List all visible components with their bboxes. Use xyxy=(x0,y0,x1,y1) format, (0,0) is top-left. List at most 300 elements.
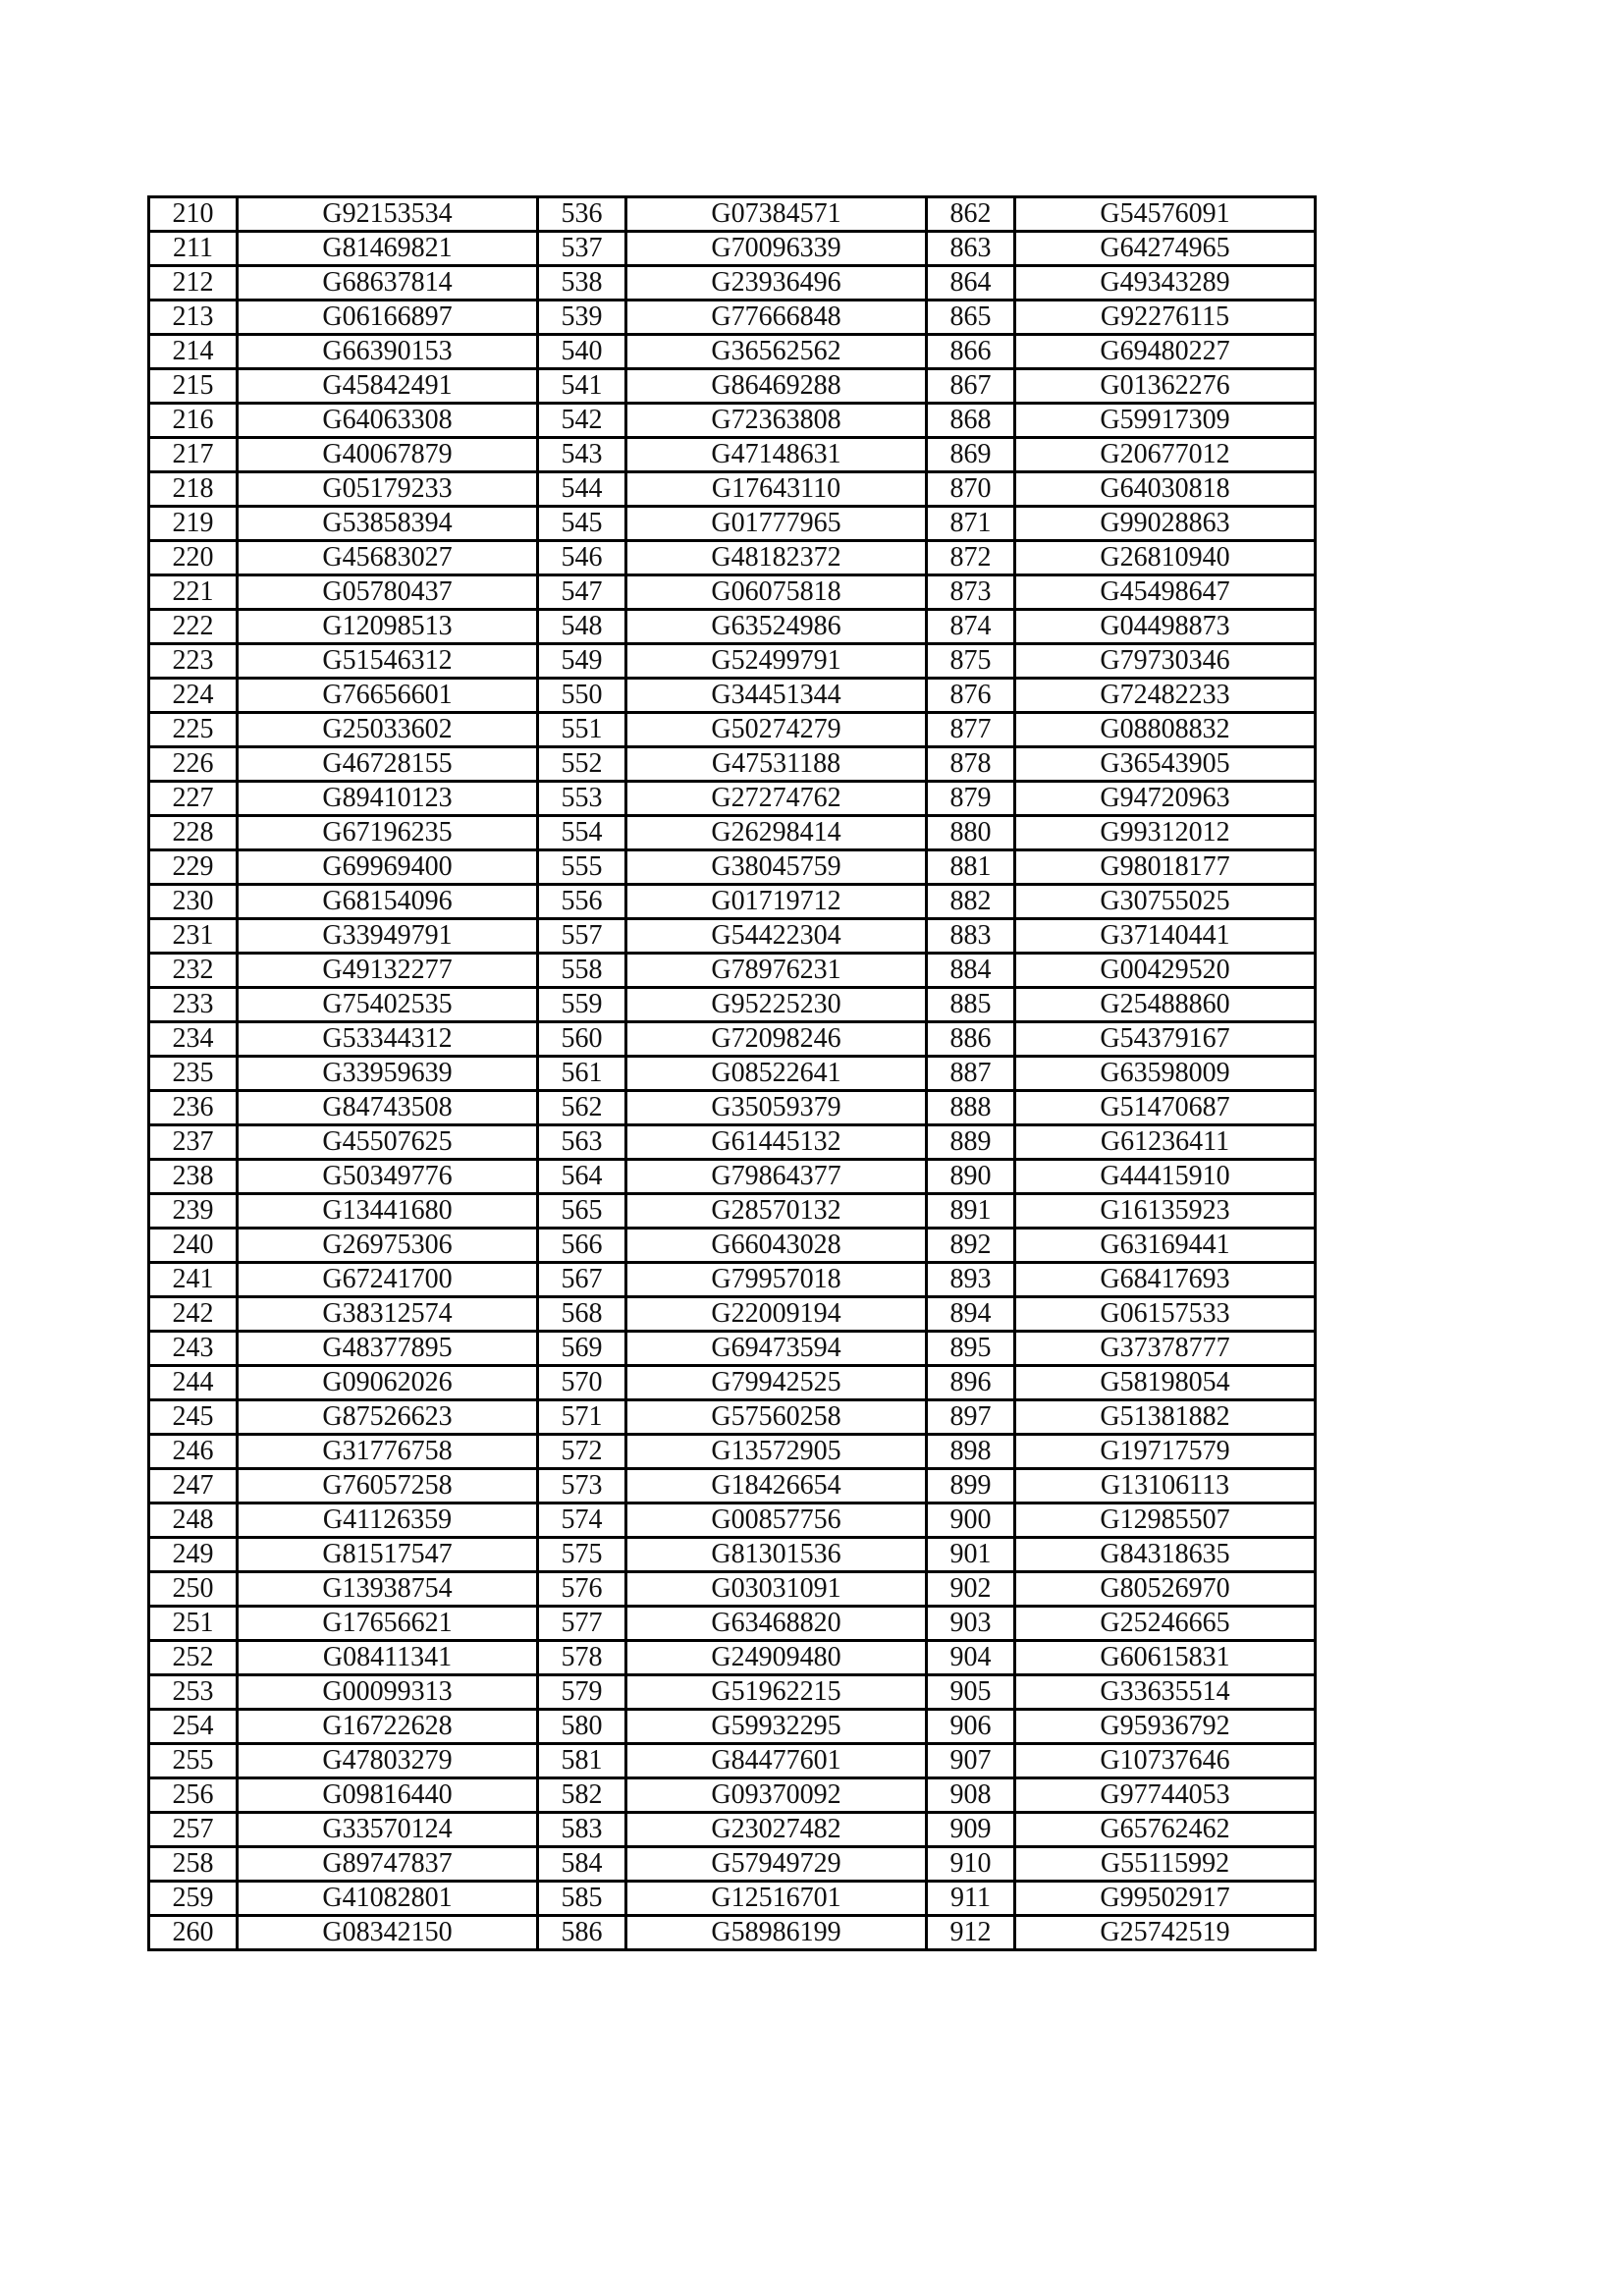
row-number-cell: 259 xyxy=(149,1882,238,1916)
row-number-cell: 214 xyxy=(149,335,238,369)
row-number-cell: 584 xyxy=(538,1847,626,1882)
code-cell: G13106113 xyxy=(1015,1469,1316,1503)
table-row xyxy=(149,1675,1316,1710)
code-cell: G57949729 xyxy=(626,1847,927,1882)
row-number-cell: 549 xyxy=(538,644,626,679)
row-number-cell: 883 xyxy=(927,919,1015,954)
row-number-cell: 559 xyxy=(538,988,626,1022)
code-cell: G76057258 xyxy=(238,1469,538,1503)
row-number-cell: 901 xyxy=(927,1538,1015,1572)
row-number-cell: 571 xyxy=(538,1400,626,1435)
row-number-cell: 580 xyxy=(538,1710,626,1744)
code-cell: G09062026 xyxy=(238,1366,538,1400)
row-number-cell: 538 xyxy=(538,266,626,301)
table-row xyxy=(149,1022,1316,1057)
code-cell: G33635514 xyxy=(1015,1675,1316,1710)
row-number-cell: 909 xyxy=(927,1813,1015,1847)
code-cell: G79942525 xyxy=(626,1366,927,1400)
code-cell: G84318635 xyxy=(1015,1538,1316,1572)
table-row xyxy=(149,1778,1316,1813)
row-number-cell: 256 xyxy=(149,1778,238,1813)
row-number-cell: 881 xyxy=(927,850,1015,885)
row-number-cell: 554 xyxy=(538,816,626,850)
code-cell: G24909480 xyxy=(626,1641,927,1675)
code-cell: G33959639 xyxy=(238,1057,538,1091)
code-cell: G25488860 xyxy=(1015,988,1316,1022)
code-cell: G51470687 xyxy=(1015,1091,1316,1125)
code-cell: G70096339 xyxy=(626,232,927,266)
row-number-cell: 219 xyxy=(149,507,238,541)
row-number-cell: 238 xyxy=(149,1160,238,1194)
code-cell: G08808832 xyxy=(1015,713,1316,747)
row-number-cell: 541 xyxy=(538,369,626,404)
row-number-cell: 569 xyxy=(538,1332,626,1366)
table-row xyxy=(149,747,1316,782)
row-number-cell: 227 xyxy=(149,782,238,816)
code-cell: G58198054 xyxy=(1015,1366,1316,1400)
row-number-cell: 903 xyxy=(927,1607,1015,1641)
code-cell: G63169441 xyxy=(1015,1229,1316,1263)
row-number-cell: 224 xyxy=(149,679,238,713)
code-cell: G51546312 xyxy=(238,644,538,679)
row-number-cell: 908 xyxy=(927,1778,1015,1813)
row-number-cell: 868 xyxy=(927,404,1015,438)
row-number-cell: 870 xyxy=(927,472,1015,507)
row-number-cell: 874 xyxy=(927,610,1015,644)
table-row xyxy=(149,1813,1316,1847)
row-number-cell: 867 xyxy=(927,369,1015,404)
code-cell: G01719712 xyxy=(626,885,927,919)
row-number-cell: 875 xyxy=(927,644,1015,679)
row-number-cell: 546 xyxy=(538,541,626,575)
table-row xyxy=(149,507,1316,541)
row-number-cell: 911 xyxy=(927,1882,1015,1916)
row-number-cell: 550 xyxy=(538,679,626,713)
row-number-cell: 557 xyxy=(538,919,626,954)
row-number-cell: 552 xyxy=(538,747,626,782)
code-cell: G45507625 xyxy=(238,1125,538,1160)
code-cell: G30755025 xyxy=(1015,885,1316,919)
row-number-cell: 241 xyxy=(149,1263,238,1297)
code-cell: G53344312 xyxy=(238,1022,538,1057)
code-cell: G47531188 xyxy=(626,747,927,782)
row-number-cell: 573 xyxy=(538,1469,626,1503)
row-number-cell: 220 xyxy=(149,541,238,575)
code-cell: G94720963 xyxy=(1015,782,1316,816)
row-number-cell: 907 xyxy=(927,1744,1015,1778)
row-number-cell: 247 xyxy=(149,1469,238,1503)
table-row xyxy=(149,575,1316,610)
table-row xyxy=(149,404,1316,438)
code-cell: G75402535 xyxy=(238,988,538,1022)
row-number-cell: 217 xyxy=(149,438,238,472)
code-cell: G33949791 xyxy=(238,919,538,954)
code-cell: G65762462 xyxy=(1015,1813,1316,1847)
code-cell: G23027482 xyxy=(626,1813,927,1847)
row-number-cell: 890 xyxy=(927,1160,1015,1194)
code-cell: G31776758 xyxy=(238,1435,538,1469)
table-row xyxy=(149,1847,1316,1882)
row-number-cell: 257 xyxy=(149,1813,238,1847)
row-number-cell: 865 xyxy=(927,301,1015,335)
row-number-cell: 586 xyxy=(538,1916,626,1950)
code-cell: G26810940 xyxy=(1015,541,1316,575)
code-cell: G20677012 xyxy=(1015,438,1316,472)
row-number-cell: 877 xyxy=(927,713,1015,747)
row-number-cell: 566 xyxy=(538,1229,626,1263)
row-number-cell: 882 xyxy=(927,885,1015,919)
code-cell: G69969400 xyxy=(238,850,538,885)
row-number-cell: 244 xyxy=(149,1366,238,1400)
code-cell: G79864377 xyxy=(626,1160,927,1194)
code-cell: G79957018 xyxy=(626,1263,927,1297)
row-number-cell: 900 xyxy=(927,1503,1015,1538)
table-row xyxy=(149,1435,1316,1469)
code-cell: G50349776 xyxy=(238,1160,538,1194)
row-number-cell: 864 xyxy=(927,266,1015,301)
code-cell: G00099313 xyxy=(238,1675,538,1710)
code-cell: G41082801 xyxy=(238,1882,538,1916)
row-number-cell: 213 xyxy=(149,301,238,335)
row-number-cell: 542 xyxy=(538,404,626,438)
table-row xyxy=(149,197,1316,232)
row-number-cell: 577 xyxy=(538,1607,626,1641)
code-cell: G09370092 xyxy=(626,1778,927,1813)
table-row xyxy=(149,1091,1316,1125)
code-cell: G38312574 xyxy=(238,1297,538,1332)
row-number-cell: 871 xyxy=(927,507,1015,541)
code-cell: G07384571 xyxy=(626,197,927,232)
table-row xyxy=(149,438,1316,472)
row-number-cell: 235 xyxy=(149,1057,238,1091)
row-number-cell: 904 xyxy=(927,1641,1015,1675)
table-row xyxy=(149,1263,1316,1297)
code-cell: G49343289 xyxy=(1015,266,1316,301)
row-number-cell: 245 xyxy=(149,1400,238,1435)
row-number-cell: 248 xyxy=(149,1503,238,1538)
row-number-cell: 239 xyxy=(149,1194,238,1229)
code-cell: G16722628 xyxy=(238,1710,538,1744)
row-number-cell: 576 xyxy=(538,1572,626,1607)
table-row xyxy=(149,1366,1316,1400)
code-cell: G01362276 xyxy=(1015,369,1316,404)
row-number-cell: 567 xyxy=(538,1263,626,1297)
row-number-cell: 243 xyxy=(149,1332,238,1366)
row-number-cell: 252 xyxy=(149,1641,238,1675)
table-row xyxy=(149,919,1316,954)
code-cell: G64274965 xyxy=(1015,232,1316,266)
row-number-cell: 583 xyxy=(538,1813,626,1847)
row-number-cell: 887 xyxy=(927,1057,1015,1091)
table-row xyxy=(149,301,1316,335)
code-cell: G13441680 xyxy=(238,1194,538,1229)
table-row xyxy=(149,1194,1316,1229)
code-cell: G72363808 xyxy=(626,404,927,438)
code-cell: G49132277 xyxy=(238,954,538,988)
row-number-cell: 574 xyxy=(538,1503,626,1538)
data-table xyxy=(147,195,1317,1951)
code-cell: G45842491 xyxy=(238,369,538,404)
code-cell: G99312012 xyxy=(1015,816,1316,850)
row-number-cell: 884 xyxy=(927,954,1015,988)
code-cell: G36562562 xyxy=(626,335,927,369)
row-number-cell: 579 xyxy=(538,1675,626,1710)
row-number-cell: 230 xyxy=(149,885,238,919)
row-number-cell: 210 xyxy=(149,197,238,232)
code-cell: G72482233 xyxy=(1015,679,1316,713)
code-cell: G69480227 xyxy=(1015,335,1316,369)
code-cell: G13938754 xyxy=(238,1572,538,1607)
row-number-cell: 876 xyxy=(927,679,1015,713)
code-cell: G66390153 xyxy=(238,335,538,369)
table-row xyxy=(149,1400,1316,1435)
code-cell: G79730346 xyxy=(1015,644,1316,679)
table-row xyxy=(149,850,1316,885)
table-row xyxy=(149,232,1316,266)
row-number-cell: 912 xyxy=(927,1916,1015,1950)
row-number-cell: 578 xyxy=(538,1641,626,1675)
row-number-cell: 254 xyxy=(149,1710,238,1744)
table-row xyxy=(149,1641,1316,1675)
code-cell: G54422304 xyxy=(626,919,927,954)
row-number-cell: 560 xyxy=(538,1022,626,1057)
row-number-cell: 236 xyxy=(149,1091,238,1125)
row-number-cell: 232 xyxy=(149,954,238,988)
code-cell: G41126359 xyxy=(238,1503,538,1538)
row-number-cell: 548 xyxy=(538,610,626,644)
code-cell: G78976231 xyxy=(626,954,927,988)
code-cell: G95936792 xyxy=(1015,1710,1316,1744)
code-cell: G55115992 xyxy=(1015,1847,1316,1882)
row-number-cell: 873 xyxy=(927,575,1015,610)
row-number-cell: 899 xyxy=(927,1469,1015,1503)
code-cell: G60615831 xyxy=(1015,1641,1316,1675)
code-cell: G36543905 xyxy=(1015,747,1316,782)
row-number-cell: 894 xyxy=(927,1297,1015,1332)
code-cell: G46728155 xyxy=(238,747,538,782)
table-row xyxy=(149,1125,1316,1160)
code-cell: G57560258 xyxy=(626,1400,927,1435)
table-row xyxy=(149,679,1316,713)
code-cell: G08411341 xyxy=(238,1641,538,1675)
code-cell: G12985507 xyxy=(1015,1503,1316,1538)
row-number-cell: 562 xyxy=(538,1091,626,1125)
code-cell: G77666848 xyxy=(626,301,927,335)
table-row xyxy=(149,266,1316,301)
code-cell: G89747837 xyxy=(238,1847,538,1882)
table-row xyxy=(149,885,1316,919)
code-cell: G89410123 xyxy=(238,782,538,816)
row-number-cell: 891 xyxy=(927,1194,1015,1229)
code-cell: G28570132 xyxy=(626,1194,927,1229)
code-cell: G95225230 xyxy=(626,988,927,1022)
table-row xyxy=(149,644,1316,679)
row-number-cell: 553 xyxy=(538,782,626,816)
code-cell: G47803279 xyxy=(238,1744,538,1778)
code-cell: G06166897 xyxy=(238,301,538,335)
row-number-cell: 536 xyxy=(538,197,626,232)
code-cell: G61445132 xyxy=(626,1125,927,1160)
table-row xyxy=(149,335,1316,369)
row-number-cell: 237 xyxy=(149,1125,238,1160)
row-number-cell: 564 xyxy=(538,1160,626,1194)
table-row xyxy=(149,713,1316,747)
table-row xyxy=(149,1710,1316,1744)
code-cell: G44415910 xyxy=(1015,1160,1316,1194)
row-number-cell: 258 xyxy=(149,1847,238,1882)
table-row xyxy=(149,816,1316,850)
code-cell: G09816440 xyxy=(238,1778,538,1813)
code-cell: G22009194 xyxy=(626,1297,927,1332)
code-cell: G38045759 xyxy=(626,850,927,885)
code-cell: G99502917 xyxy=(1015,1882,1316,1916)
code-cell: G12098513 xyxy=(238,610,538,644)
code-cell: G59917309 xyxy=(1015,404,1316,438)
table-row xyxy=(149,1297,1316,1332)
row-number-cell: 910 xyxy=(927,1847,1015,1882)
row-number-cell: 249 xyxy=(149,1538,238,1572)
code-cell: G54576091 xyxy=(1015,197,1316,232)
code-cell: G17643110 xyxy=(626,472,927,507)
code-cell: G63524986 xyxy=(626,610,927,644)
code-cell: G37140441 xyxy=(1015,919,1316,954)
code-cell: G08522641 xyxy=(626,1057,927,1091)
row-number-cell: 862 xyxy=(927,197,1015,232)
code-cell: G05780437 xyxy=(238,575,538,610)
code-cell: G81469821 xyxy=(238,232,538,266)
code-cell: G37378777 xyxy=(1015,1332,1316,1366)
code-cell: G68417693 xyxy=(1015,1263,1316,1297)
table-row xyxy=(149,954,1316,988)
code-cell: G84477601 xyxy=(626,1744,927,1778)
row-number-cell: 866 xyxy=(927,335,1015,369)
code-cell: G50274279 xyxy=(626,713,927,747)
row-number-cell: 563 xyxy=(538,1125,626,1160)
row-number-cell: 212 xyxy=(149,266,238,301)
code-cell: G25742519 xyxy=(1015,1916,1316,1950)
row-number-cell: 231 xyxy=(149,919,238,954)
table-row xyxy=(149,1332,1316,1366)
code-cell: G25246665 xyxy=(1015,1607,1316,1641)
code-cell: G40067879 xyxy=(238,438,538,472)
row-number-cell: 544 xyxy=(538,472,626,507)
row-number-cell: 211 xyxy=(149,232,238,266)
code-cell: G67241700 xyxy=(238,1263,538,1297)
code-cell: G66043028 xyxy=(626,1229,927,1263)
code-cell: G45683027 xyxy=(238,541,538,575)
code-cell: G27274762 xyxy=(626,782,927,816)
row-number-cell: 585 xyxy=(538,1882,626,1916)
code-cell: G69473594 xyxy=(626,1332,927,1366)
code-cell: G34451344 xyxy=(626,679,927,713)
code-cell: G84743508 xyxy=(238,1091,538,1125)
code-cell: G00429520 xyxy=(1015,954,1316,988)
code-cell: G25033602 xyxy=(238,713,538,747)
row-number-cell: 543 xyxy=(538,438,626,472)
row-number-cell: 888 xyxy=(927,1091,1015,1125)
code-cell: G01777965 xyxy=(626,507,927,541)
code-cell: G00857756 xyxy=(626,1503,927,1538)
code-cell: G12516701 xyxy=(626,1882,927,1916)
row-number-cell: 225 xyxy=(149,713,238,747)
row-number-cell: 863 xyxy=(927,232,1015,266)
code-cell: G18426654 xyxy=(626,1469,927,1503)
row-number-cell: 572 xyxy=(538,1435,626,1469)
table-row xyxy=(149,1538,1316,1572)
row-number-cell: 879 xyxy=(927,782,1015,816)
code-cell: G03031091 xyxy=(626,1572,927,1607)
table-row xyxy=(149,369,1316,404)
table-row xyxy=(149,1503,1316,1538)
row-number-cell: 575 xyxy=(538,1538,626,1572)
code-cell: G64030818 xyxy=(1015,472,1316,507)
row-number-cell: 905 xyxy=(927,1675,1015,1710)
table-row xyxy=(149,1469,1316,1503)
row-number-cell: 215 xyxy=(149,369,238,404)
code-cell: G86469288 xyxy=(626,369,927,404)
row-number-cell: 233 xyxy=(149,988,238,1022)
table-row xyxy=(149,1572,1316,1607)
row-number-cell: 537 xyxy=(538,232,626,266)
code-cell: G16135923 xyxy=(1015,1194,1316,1229)
table-row xyxy=(149,988,1316,1022)
row-number-cell: 234 xyxy=(149,1022,238,1057)
row-number-cell: 878 xyxy=(927,747,1015,782)
table-row xyxy=(149,1882,1316,1916)
code-cell: G47148631 xyxy=(626,438,927,472)
row-number-cell: 565 xyxy=(538,1194,626,1229)
code-cell: G54379167 xyxy=(1015,1022,1316,1057)
row-number-cell: 895 xyxy=(927,1332,1015,1366)
row-number-cell: 240 xyxy=(149,1229,238,1263)
code-cell: G05179233 xyxy=(238,472,538,507)
table-row xyxy=(149,1607,1316,1641)
code-cell: G58986199 xyxy=(626,1916,927,1950)
row-number-cell: 568 xyxy=(538,1297,626,1332)
row-number-cell: 250 xyxy=(149,1572,238,1607)
row-number-cell: 869 xyxy=(927,438,1015,472)
code-cell: G53858394 xyxy=(238,507,538,541)
row-number-cell: 222 xyxy=(149,610,238,644)
code-cell: G64063308 xyxy=(238,404,538,438)
code-cell: G92276115 xyxy=(1015,301,1316,335)
row-number-cell: 889 xyxy=(927,1125,1015,1160)
code-cell: G59932295 xyxy=(626,1710,927,1744)
code-cell: G48377895 xyxy=(238,1332,538,1366)
code-cell: G72098246 xyxy=(626,1022,927,1057)
row-number-cell: 260 xyxy=(149,1916,238,1950)
code-cell: G45498647 xyxy=(1015,575,1316,610)
row-number-cell: 255 xyxy=(149,1744,238,1778)
code-cell: G61236411 xyxy=(1015,1125,1316,1160)
code-cell: G97744053 xyxy=(1015,1778,1316,1813)
row-number-cell: 581 xyxy=(538,1744,626,1778)
code-cell: G19717579 xyxy=(1015,1435,1316,1469)
code-cell: G52499791 xyxy=(626,644,927,679)
code-cell: G48182372 xyxy=(626,541,927,575)
code-cell: G99028863 xyxy=(1015,507,1316,541)
row-number-cell: 896 xyxy=(927,1366,1015,1400)
row-number-cell: 551 xyxy=(538,713,626,747)
code-cell: G51962215 xyxy=(626,1675,927,1710)
table-row xyxy=(149,610,1316,644)
row-number-cell: 251 xyxy=(149,1607,238,1641)
code-cell: G51381882 xyxy=(1015,1400,1316,1435)
code-cell: G23936496 xyxy=(626,266,927,301)
code-cell: G26975306 xyxy=(238,1229,538,1263)
table-row xyxy=(149,782,1316,816)
row-number-cell: 582 xyxy=(538,1778,626,1813)
